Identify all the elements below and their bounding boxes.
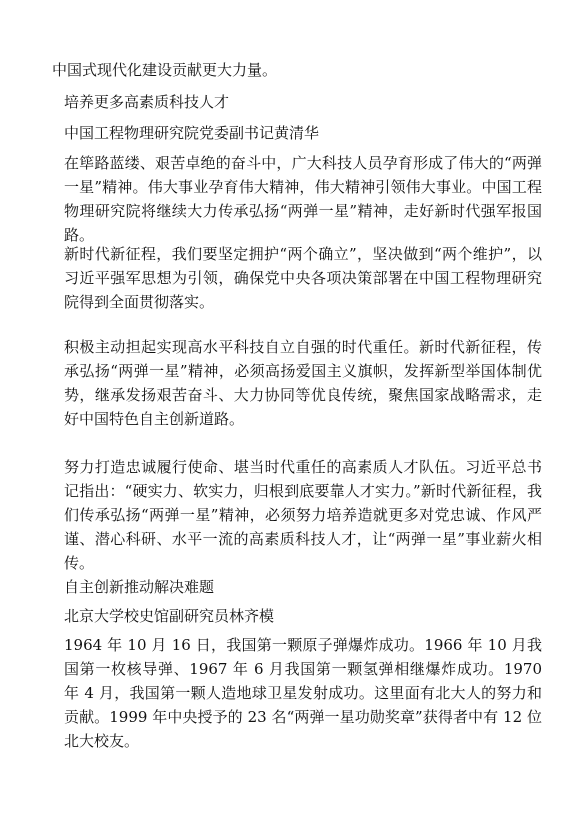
paragraph-spirit: 在筚路蓝缕、艰苦卓绝的奋斗中，广大科技人员孕育形成了伟大的“两弹一星”精神。伟大事业孕育伟大精神，伟大精神引领伟大事业。中国工程物理研究院将继续大力传承弘扬“两弹一星”精神，走好新时代强军报国路。 (64, 154, 542, 244)
section-heading-innovation: 自主创新推动解决难题 (64, 578, 215, 596)
paragraph-history: 1964 年 10 月 16 日，我国第一颗原子弹爆炸成功。1966 年 10 月我国第一枚核导弹、1967 年 6 月我国第一颗氢弹相继爆炸成功。1970 年 4 月，我国第一颗人造地球卫星发射成功。这里面有北大人的努力和贡献。1999 年中央授予的 23 名“两弹一星功勋奖章”获得者中有 12 位北大校友。 (64, 636, 542, 750)
section-heading-talent: 培养更多高素质科技人才 (64, 93, 230, 111)
paragraph-new-era: 新时代新征程，我们要坚定拥护“两个确立”，坚决做到“两个维护”，以习近平强军思想为引领，确保党中央各项决策部署在中国工程物理研究院得到全面贯彻落实。 (64, 245, 542, 311)
byline-lin-qimo: 北京大学校史馆副研究员林齐模 (64, 607, 275, 625)
paragraph-talent-team: 努力打造忠诚履行使命、堪当时代重任的高素质人才队伍。习近平总书记指出：“硬实力、软实力，归根到底要靠人才实力。”新时代新征程，我们传承弘扬“两弹一星”精神，必须努力培养造就更多对党忠诚、作风严谨、潜心科研、水平一流的高素质科技人才，让“两弹一星”事业薪火相传。 (64, 458, 542, 572)
continuation-line: 中国式现代化建设贡献更大力量。 (52, 61, 278, 79)
byline-huang-qinghua: 中国工程物理研究院党委副书记黄清华 (64, 124, 320, 142)
paragraph-tech-self-reliance: 积极主动担起实现高水平科技自立自强的时代重任。新时代新征程，传承弘扬“两弹一星”精神，必须高扬爱国主义旗帜，发挥新型举国体制优势，继承发扬艰苦奋斗、大力协同等优良传统，聚焦国家战略需求，走好中国特色自主创新道路。 (64, 338, 542, 428)
